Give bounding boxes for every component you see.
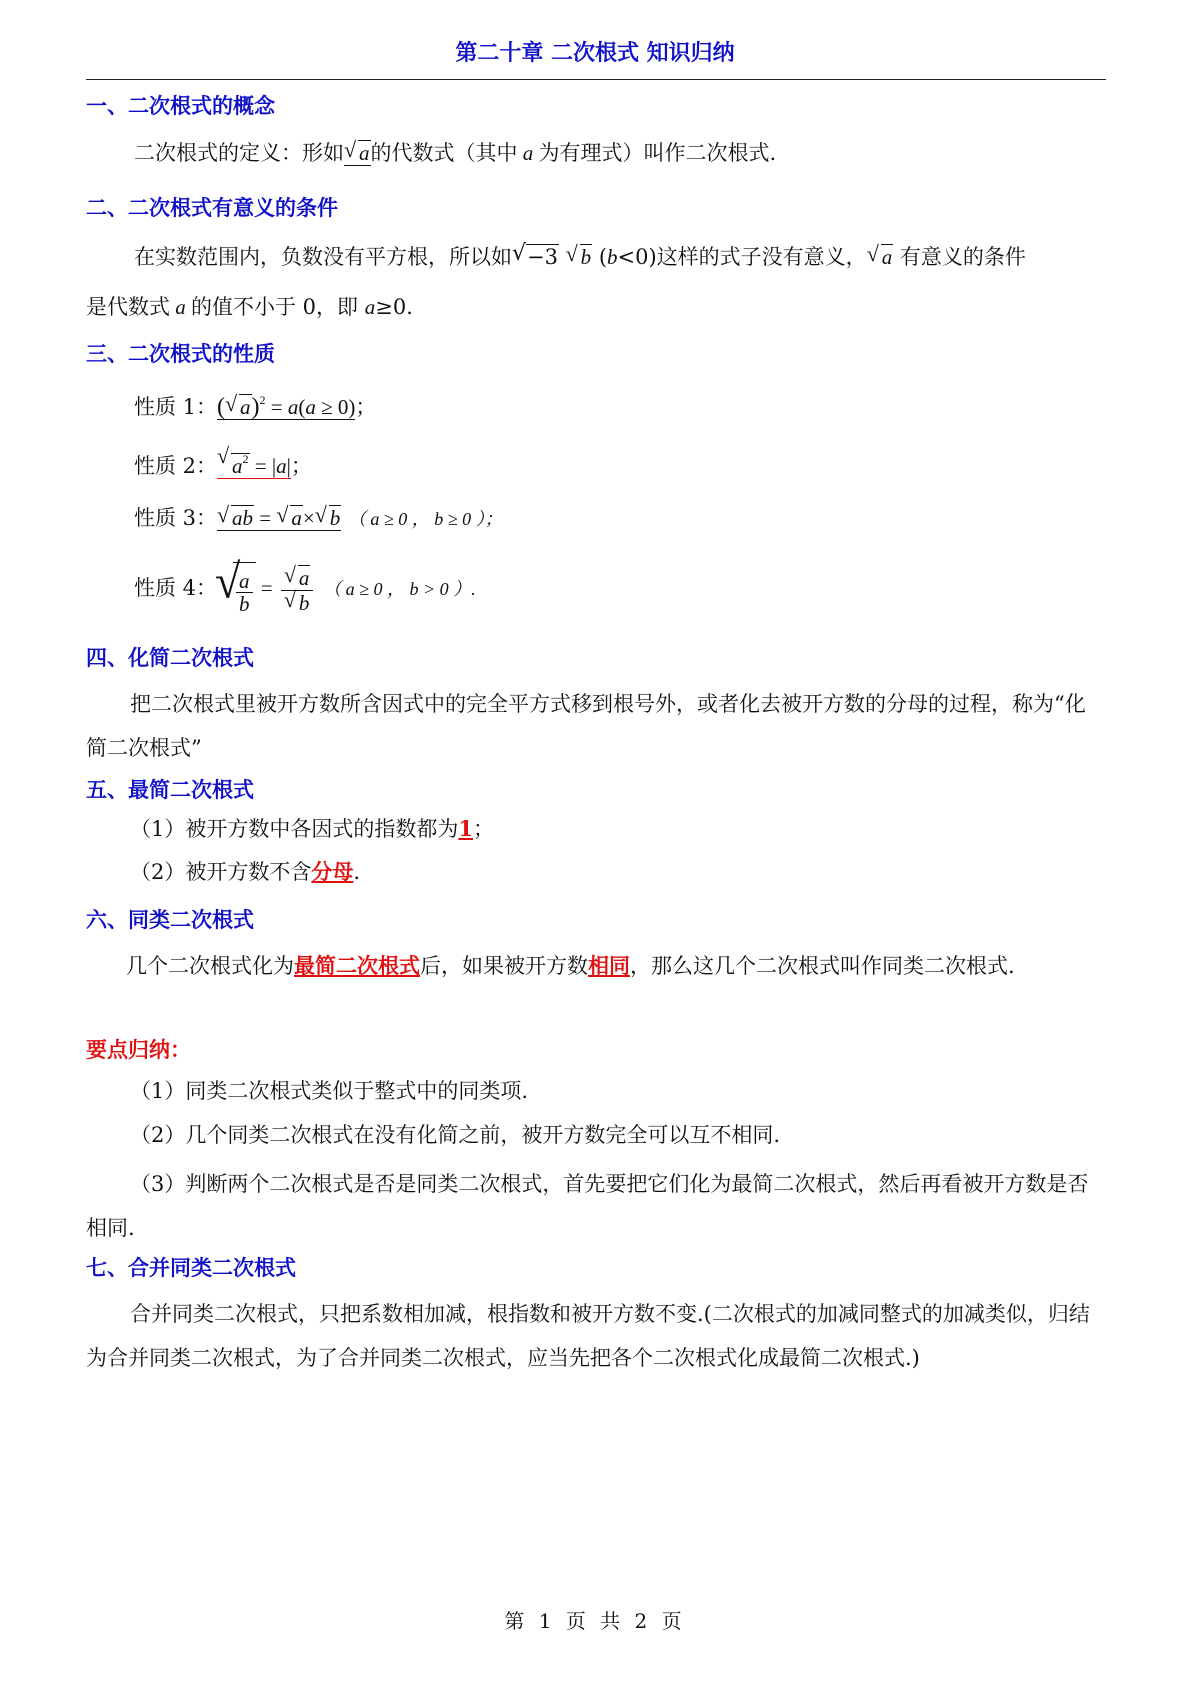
section-2-heading: 二、二次根式有意义的条件 bbox=[86, 196, 338, 220]
property-1-formula: (√ a)$^2$ = a(a ≥ 0) bbox=[217, 395, 355, 420]
section-5-item-1: （1）被开方数中各因式的指数都为1； bbox=[130, 816, 494, 841]
header-divider bbox=[86, 79, 1106, 80]
section-6-heading: 六、同类二次根式 bbox=[86, 908, 254, 932]
section-5-item-2: （2）被开方数不含分母. bbox=[130, 859, 361, 884]
sqrt-a-inline: √ a bbox=[869, 242, 894, 272]
section-3-heading: 三、二次根式的性质 bbox=[86, 342, 275, 366]
page-title: 第二十章 二次根式 知识归纳 bbox=[455, 41, 735, 66]
section-2-line-2: 是代数式 a 的值不小于 0，即 a≥0. bbox=[86, 295, 413, 319]
section-4-body: 把二次根式里被开方数所含因式中的完全平方式移到根号外，或者化去被开方数的分母的过程，称为“化简二次根式” bbox=[86, 692, 1086, 760]
key-point-2: （2）几个同类二次根式在没有化简之前，被开方数完全可以互不相同. bbox=[130, 1123, 781, 1147]
key-point-1: （1）同类二次根式类似于整式中的同类项. bbox=[130, 1079, 529, 1103]
section-4-heading: 四、化简二次根式 bbox=[86, 646, 254, 670]
section-6-body: 几个二次根式化为最简二次根式后，如果被开方数相同，那么这几个二次根式叫作同类二次根式. bbox=[126, 953, 1015, 978]
sqrt-b-formula: √ b bbox=[568, 242, 593, 272]
key-point-3: （3）判断两个二次根式是否是同类二次根式，首先要把它们化为最简二次根式，然后再看被开方数是否相同. bbox=[86, 1172, 1089, 1240]
section-7-body: 合并同类二次根式，只把系数相加减，根指数和被开方数不变.(二次根式的加减同整式的加减类似，归结为合并同类二次根式，为了合并同类二次根式，应当先把各个二次根式化成最简二次根式.) bbox=[86, 1302, 1090, 1370]
section-2-line-1: 在实数范围内，负数没有平方根，所以如√ −3 √ b (b<0)这样的式子没有意义，√ a 有意义的条件 bbox=[86, 242, 1106, 272]
property-4-condition: （ a ≥ 0 ， b > 0 ）. bbox=[323, 579, 476, 599]
sqrt-neg3-formula: √ −3 bbox=[514, 242, 559, 272]
section-7-heading: 七、合并同类二次根式 bbox=[86, 1256, 296, 1280]
page-number: 第 1 页 共 2 页 bbox=[504, 1609, 686, 1633]
property-2: 性质 2：√ $a^2 = |a|$； bbox=[86, 444, 1106, 481]
section-1-heading: 一、二次根式的概念 bbox=[86, 94, 275, 118]
property-3-formula: √ ab = √ a×√ b bbox=[217, 506, 341, 531]
key-points-heading: 要点归纳： bbox=[86, 1038, 191, 1062]
property-3-condition: （ a ≥ 0 ， b ≥ 0 ）； bbox=[347, 509, 503, 529]
property-1: 性质 1：(√ a)$^2$ = a(a ≥ 0)； bbox=[86, 385, 1106, 422]
property-3: 性质 3：√ ab = √ a×√ b （ a ≥ 0 ， b ≥ 0 ）； bbox=[86, 503, 1106, 534]
sqrt-a-formula: √ a bbox=[344, 141, 371, 166]
section-1-body: 二次根式的定义：形如√ a的代数式（其中 a 为有理式）叫作二次根式. bbox=[86, 138, 1106, 168]
section-5-heading: 五、最简二次根式 bbox=[86, 778, 254, 802]
property-2-formula: √ $a^2 = |a|$ bbox=[217, 454, 291, 479]
property-4: 性质 4： √ $\frac{a}{b}$ = √ a √ b （ a ≥ 0 ， b > 0 ）. bbox=[86, 560, 1106, 619]
property-4-formula: √ $\frac{a}{b}$ = √ a √ b bbox=[217, 576, 316, 600]
